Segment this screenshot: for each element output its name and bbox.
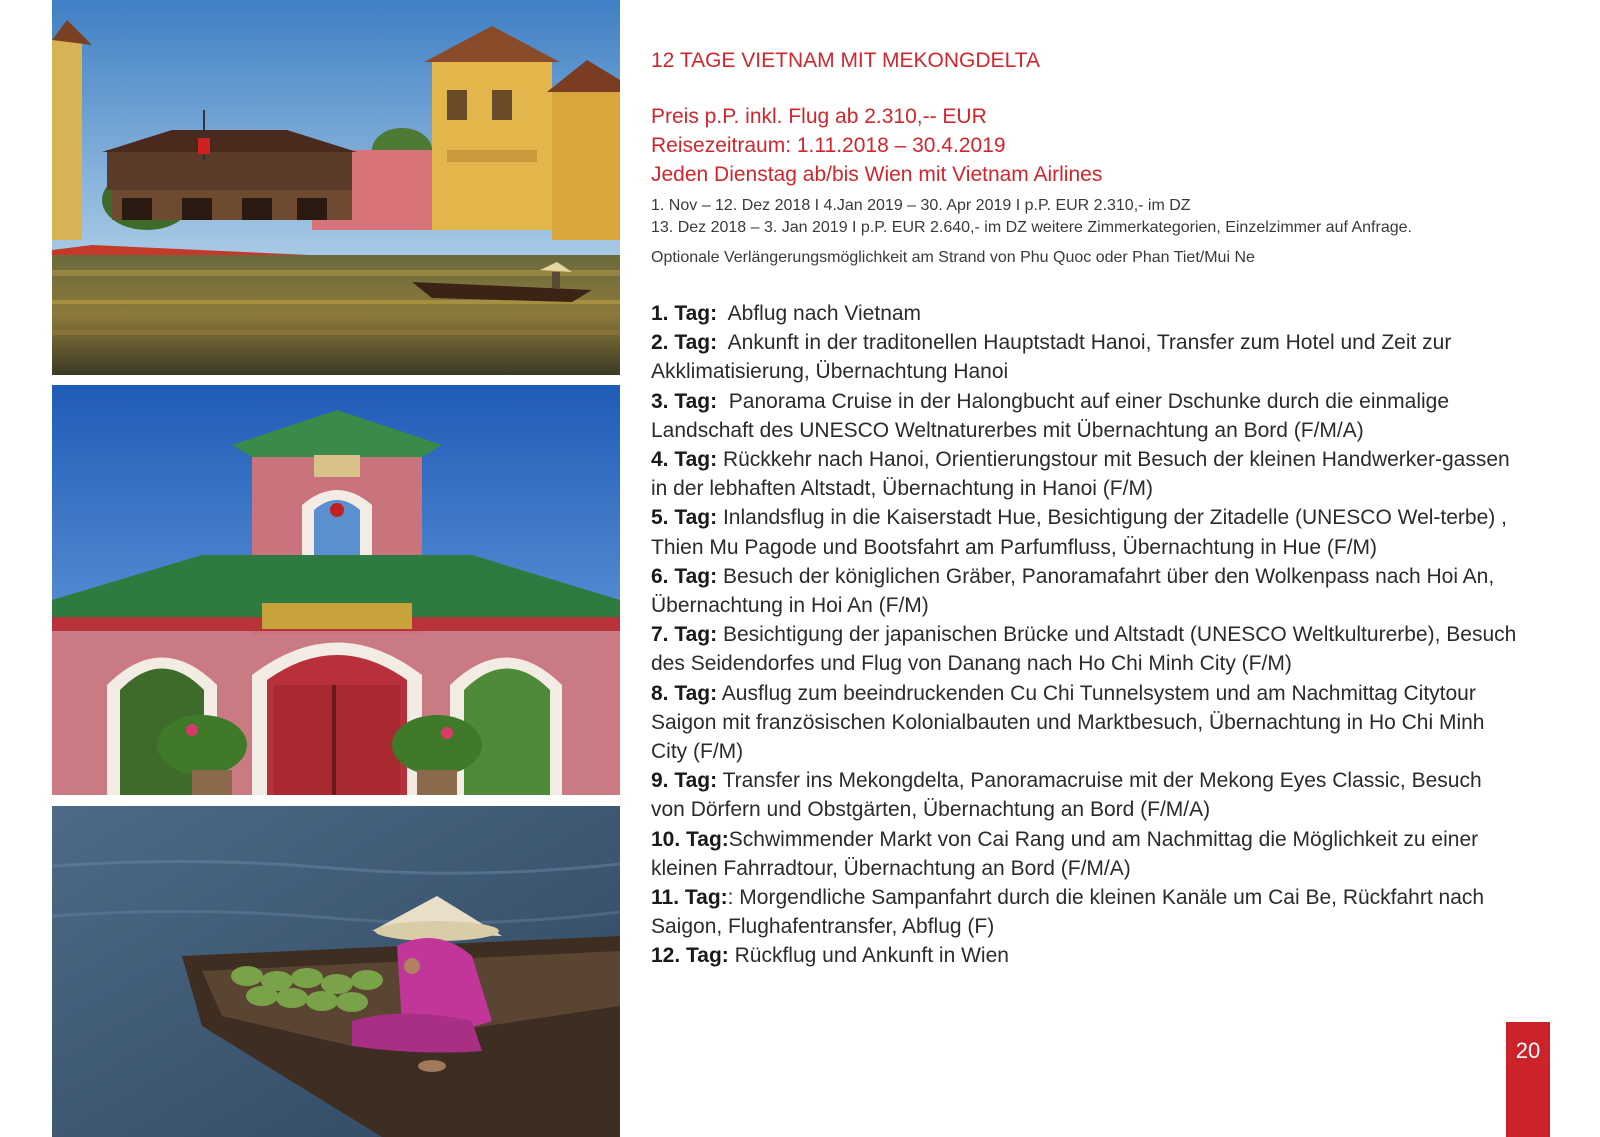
day-label: 8. Tag: xyxy=(651,681,718,705)
itinerary-day xyxy=(651,562,1521,620)
itinerary-day xyxy=(651,825,1521,883)
day-label: 12. Tag: xyxy=(651,944,729,968)
day-label: 1. Tag: xyxy=(651,302,718,325)
day-text: : Morgendliche Sampanfahrt durch die kleinen Kanäle um Cai Be, Rückfahrt nach Saigon, Flughafentransfer, Abflug (F) xyxy=(651,886,1490,939)
itinerary-day xyxy=(651,883,1521,941)
itinerary-day xyxy=(651,941,1521,970)
day-label: 10. Tag: xyxy=(651,827,729,851)
price-details xyxy=(651,195,1521,269)
departure-line: Jeden Dienstag ab/bis Wien mit Vietnam Airlines xyxy=(651,163,1103,186)
day-text: Panorama Cruise in der Halongbucht auf einer Dschunke durch die einmalige Landschaft des UNESCO Weltnaturerbes mit Übernachtung an Bord (F/M/A) xyxy=(651,389,1455,442)
photo-hoi-an-japanese-bridge xyxy=(52,0,620,375)
page-title: 12 TAGE VIETNAM MIT MEKONGDELTA xyxy=(651,49,1040,72)
day-list xyxy=(651,299,1521,971)
day-label: 5. Tag: xyxy=(651,506,718,530)
itinerary-day xyxy=(651,679,1521,767)
day-text: Abflug nach Vietnam xyxy=(717,302,922,325)
itinerary-day xyxy=(651,328,1521,386)
detail-line: 1. Nov – 12. Dez 2018 I 4.Jan 2019 – 30. Apr 2019 I p.P. EUR 2.310,- im DZ xyxy=(651,197,1191,214)
itinerary-day xyxy=(651,299,1521,328)
day-label: 2. Tag: xyxy=(651,331,718,355)
day-text: Besichtigung der japanischen Brücke und Altstadt (UNESCO Weltkulturerbe), Besuch des Seidendorfes und Flug von Danang nach Ho Chi Minh City (F/M) xyxy=(651,623,1523,676)
day-text: Schwimmender Markt von Cai Rang und am Nachmittag die Möglichkeit zu einer kleinen Fahrradtour, Übernachtung an Bord (F/M/A) xyxy=(651,827,1484,880)
itinerary-day xyxy=(651,766,1521,824)
optional-extension: Optionale Verlängerungsmöglichkeit am Strand von Phu Quoc oder Phan Tiet/Mui Ne xyxy=(651,249,1255,266)
day-label: 6. Tag: xyxy=(651,564,718,588)
itinerary-day xyxy=(651,503,1521,561)
day-text: Ankunft in der traditonellen Hauptstadt Hanoi, Transfer zum Hotel und Zeit zur Akklimatisierung, Übernachtung Hanoi xyxy=(651,331,1457,384)
photo-phuc-kien-assembly-hall xyxy=(52,385,620,795)
day-text: Besuch der königlichen Gräber, Panoramafahrt über den Wolkenpass nach Hoi An, Übernachtung in Hoi An (F/M) xyxy=(651,564,1501,618)
itinerary-day xyxy=(651,620,1521,678)
itinerary-day xyxy=(651,387,1521,445)
day-text: Transfer ins Mekongdelta, Panoramacruise mit der Mekong Eyes Classic, Besuch von Dörfern und Obstgärten, Übernachtung an Bord (F/M/A) xyxy=(651,769,1488,822)
day-text: Rückflug und Ankunft in Wien xyxy=(728,944,1009,968)
day-label: 7. Tag: xyxy=(651,623,718,647)
price-block xyxy=(651,102,1521,189)
price-line: Preis p.P. inkl. Flug ab 2.310,-- EUR xyxy=(651,105,987,128)
travel-period-line: Reisezeitraum: 1.11.2018 – 30.4.2019 xyxy=(651,134,1006,157)
day-label: 3. Tag: xyxy=(651,389,718,413)
day-label: 9. Tag: xyxy=(651,769,718,793)
day-label: 4. Tag: xyxy=(651,448,718,472)
detail-line: 13. Dez 2018 – 3. Jan 2019 I p.P. EUR 2.640,- im DZ weitere Zimmerkategorien, Einzelzimmer auf Anfrage. xyxy=(651,219,1412,236)
photo-mekong-boat-woman xyxy=(52,806,620,1137)
day-text: Ausflug zum beeindruckenden Cu Chi Tunnelsystem und am Nachmittag Citytour Saigon mit französischen Kolonialbauten und Marktbesuch, Übernachtung in Ho Chi Minh City (F/M) xyxy=(651,681,1491,764)
day-text: Rückkehr nach Hanoi, Orientierungstour mit Besuch der kleinen Handwerker-gassen in der lebhaften Altstadt, Übernachtung in Hanoi (F/M) xyxy=(651,448,1516,501)
day-text: Inlandsflug in die Kaiserstadt Hue, Besichtigung der Zitadelle (UNESCO Wel-terbe) , Thien Mu Pagode und Bootsfahrt am Parfumfluss, Übernachtung in Hue (F/M) xyxy=(651,506,1513,559)
page-number: 20 xyxy=(1506,1022,1550,1137)
itinerary-day xyxy=(651,445,1521,503)
itinerary-column xyxy=(651,46,1521,971)
day-label: 11. Tag: xyxy=(651,886,728,910)
